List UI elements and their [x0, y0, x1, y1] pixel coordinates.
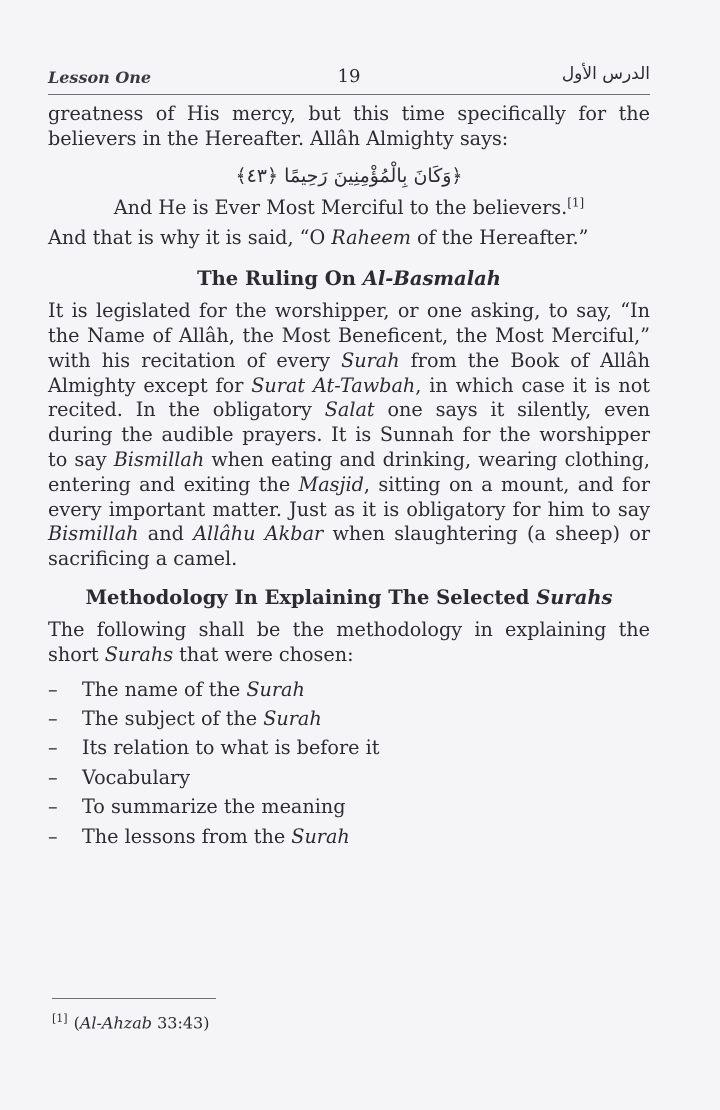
- footnote-ref-number: 33:43): [152, 1013, 210, 1033]
- dash-bullet: –: [48, 706, 58, 730]
- list-item-text: Vocabulary: [82, 765, 191, 789]
- dash-bullet: –: [48, 677, 58, 701]
- ruling-term: Surat At-Tawbah: [251, 373, 416, 397]
- ruling-term: Bismillah: [113, 447, 205, 471]
- list-item: [48, 766, 650, 795]
- running-title: Lesson One: [48, 68, 152, 87]
- list-item-text: The subject of the: [82, 706, 264, 730]
- ruling-text: when eating and drinking, wearing clothing, entering and exiting the: [48, 447, 650, 496]
- dash-bullet: –: [48, 824, 58, 848]
- list-item: [48, 707, 650, 736]
- methodology-intro-term: Surahs: [104, 642, 174, 666]
- methodology-intro-text: that were chosen:: [173, 642, 354, 666]
- ruling-term: Masjid: [298, 472, 364, 496]
- list-item-term: Surah: [263, 706, 322, 730]
- footnote-marker: [1]: [52, 1012, 68, 1025]
- verse-translation: [48, 196, 650, 221]
- ruling-text: when slaughtering (a sheep) or sacrificing a camel.: [48, 522, 650, 571]
- list-item-text: The name of the: [82, 677, 247, 701]
- ruling-text: one says it silently, even during the audible prayers. It is Sunnah for the worshipper to say: [48, 398, 650, 471]
- intro-paragraph: greatness of His mercy, but this time specifically for the believers in the Hereafter. Allâh Almighty says:: [48, 102, 650, 150]
- footnotes: [52, 998, 652, 1032]
- footnote-rule: [52, 998, 216, 999]
- heading-methodology: [48, 585, 650, 610]
- heading-ruling-basmalah: [48, 266, 650, 291]
- methodology-intro-text: The following shall be the methodology in explaining the short: [48, 617, 650, 666]
- raheem-text-end: of the Hereafter.”: [410, 226, 589, 250]
- header-rule: [48, 94, 650, 95]
- dash-bullet: –: [48, 795, 58, 819]
- raheem-term: Raheem: [331, 226, 411, 250]
- heading-methodology-term: Surahs: [536, 585, 613, 609]
- list-item-text: The lessons from the: [82, 824, 292, 848]
- page-body: [48, 102, 650, 854]
- ruling-text: from the Book of Allâh Almighty except for: [48, 348, 650, 397]
- raheem-sentence: [48, 226, 650, 251]
- list-item-text: Its relation to what is before it: [82, 736, 380, 760]
- list-item: [48, 678, 650, 707]
- list-item-term: Surah: [246, 677, 305, 701]
- running-title-arabic: الدرس الأول: [561, 64, 650, 84]
- quran-verse-arabic: ﴿وَكَانَ بِالْمُؤْمِنِينَ رَحِيمًا ﴿٤٣﴾: [235, 164, 463, 187]
- ruling-term: Surah: [341, 348, 400, 372]
- heading-ruling-text: The Ruling On: [197, 267, 363, 291]
- methodology-intro: [48, 618, 650, 668]
- dash-bullet: –: [48, 765, 58, 789]
- heading-ruling-term: Al-Basmalah: [362, 267, 501, 291]
- ruling-text: and: [138, 522, 194, 546]
- list-item-text: To summarize the meaning: [82, 795, 346, 819]
- list-item: [48, 795, 650, 824]
- footnote-source: Al-Ahzab: [79, 1013, 152, 1033]
- methodology-list: [48, 678, 650, 854]
- heading-methodology-text: Methodology In Explaining The Selected: [85, 585, 537, 609]
- ruling-term: Bismillah: [48, 522, 139, 546]
- list-item: [48, 825, 650, 854]
- verse-translation-text: And He is Ever Most Merciful to the believers.: [113, 195, 568, 219]
- ruling-text: , sitting on a mount, and for every important matter. Just as it is obligatory for him to say: [48, 472, 650, 521]
- list-item: [48, 736, 650, 765]
- footnote-paren: (: [73, 1013, 80, 1033]
- ruling-paragraph: [48, 299, 650, 572]
- page-number: 19: [337, 66, 361, 87]
- dash-bullet: –: [48, 736, 58, 760]
- footnote-ref[interactable]: [1]: [567, 195, 585, 210]
- ruling-text: , in which case it is not recited. In the obligatory: [48, 373, 650, 422]
- footnote-1: [52, 1012, 652, 1032]
- ruling-term: Allâhu Akbar: [193, 522, 324, 546]
- ruling-text: It is legislated for the worshipper, or one asking, to say, “In the Name of Allâh, the Most Beneficent, the Most Merciful,” with his recitation of every: [48, 299, 650, 372]
- raheem-text-start: And that is why it is said, “O: [48, 226, 332, 250]
- ruling-term: Salat: [324, 398, 375, 422]
- page-header: [48, 64, 650, 94]
- list-item-term: Surah: [291, 824, 350, 848]
